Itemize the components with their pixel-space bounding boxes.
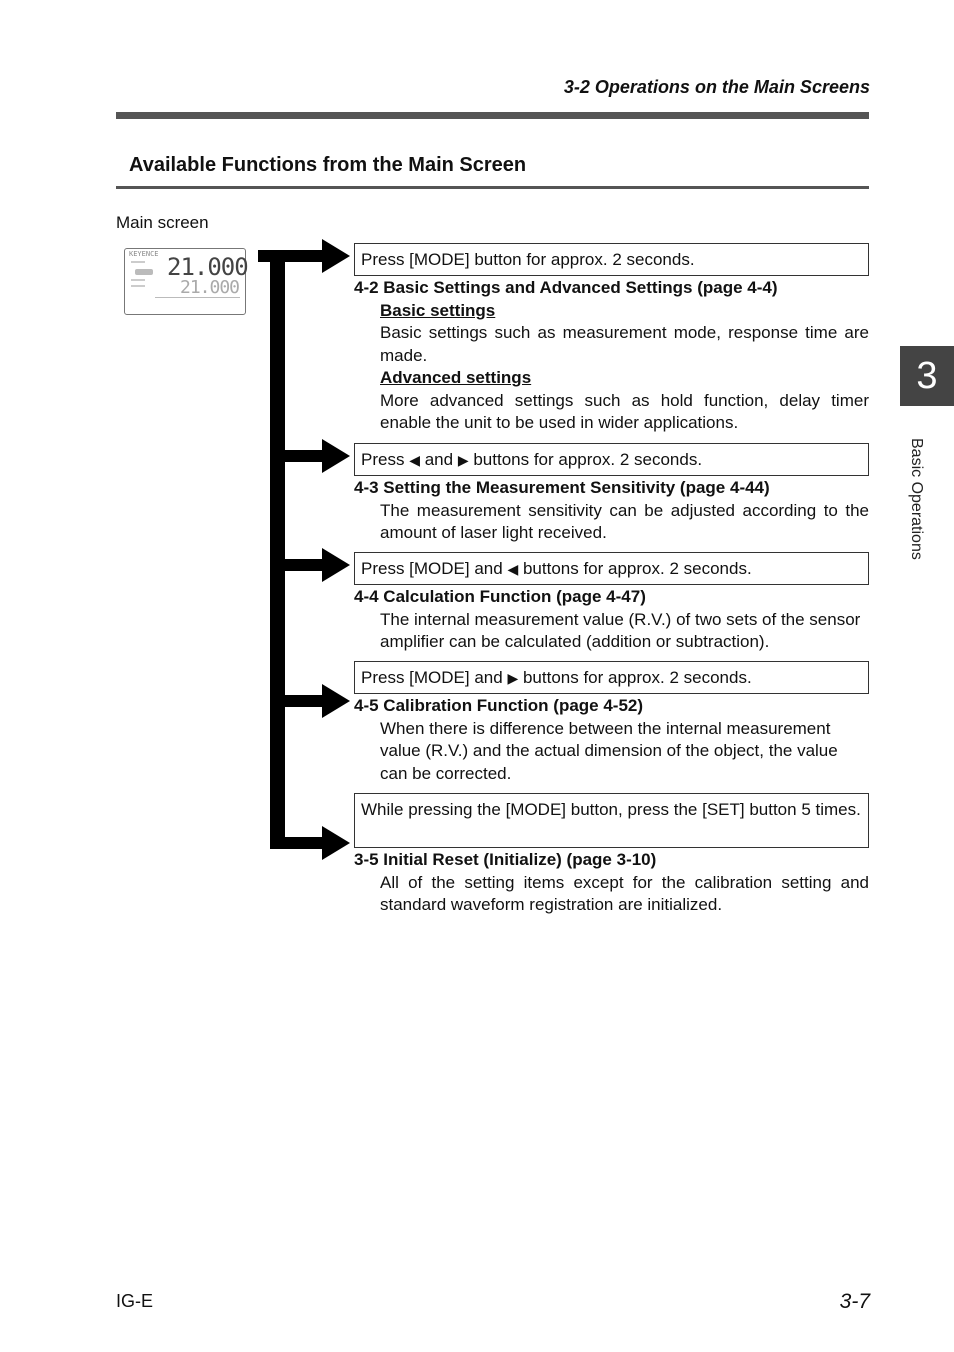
running-header: 3-2 Operations on the Main Screens	[563, 77, 870, 97]
amplifier-display-illustration	[124, 248, 246, 315]
flow-arrow-3	[270, 548, 350, 582]
instruction-box-3	[354, 552, 869, 585]
entry-text: The measurement sensitivity can be adjusted according to the amount of laser light received.	[380, 500, 869, 542]
entry-heading: 4-2 Basic Settings and Advanced Settings (page 4-4)	[354, 278, 778, 297]
instruction-text: Press [MODE] and	[361, 559, 503, 578]
section-rule	[116, 186, 869, 189]
entry-measurement-sensitivity	[354, 477, 869, 545]
instruction-box-1	[354, 243, 869, 276]
instruction-text: While pressing the [MODE] button, press the [SET] button 5 times.	[361, 800, 861, 819]
section-title: Available Functions from the Main Screen	[129, 154, 527, 176]
header-rule	[116, 112, 869, 119]
left-arrow-button-icon: ◀	[507, 561, 519, 577]
left-arrow-button-icon: ◀	[409, 452, 420, 468]
flow-arrow-4	[270, 684, 350, 718]
device-footer	[155, 297, 240, 308]
entry-text: The internal measurement value (R.V.) of two sets of the sensor amplifier can be calculated (addition or subtraction).	[380, 609, 861, 651]
entry-basic-advanced-settings	[354, 277, 869, 435]
entry-initial-reset	[354, 849, 869, 917]
instruction-box-4	[354, 661, 869, 694]
instruction-box-2	[354, 443, 869, 476]
subheading-basic-settings: Basic settings	[380, 300, 496, 320]
subheading-advanced-settings: Advanced settings	[380, 368, 532, 387]
instruction-text: Press	[361, 450, 405, 469]
flow-arrow-1	[258, 239, 350, 273]
device-main-display: 21.000	[167, 253, 248, 281]
instruction-text: Press [MODE] button for approx. 2 seconds.	[361, 250, 695, 269]
entry-calibration-function	[354, 695, 869, 785]
right-arrow-button-icon: ▶	[507, 670, 519, 686]
entry-text: More advanced settings such as hold function, delay timer enable the unit to be used in wider applications.	[380, 390, 869, 432]
entry-calculation-function	[354, 586, 869, 654]
page-number: 3-7	[839, 1290, 870, 1313]
chapter-side-label: Basic Operations	[908, 438, 925, 560]
main-screen-label: Main screen	[116, 213, 209, 232]
instruction-text: and	[424, 450, 454, 469]
entry-text: When there is difference between the internal measurement value (R.V.) and the actual dimension of the object, the value can be corrected.	[380, 718, 838, 783]
entry-heading: 4-3 Setting the Measurement Sensitivity (page 4-44)	[354, 478, 770, 497]
instruction-text: Press [MODE] and	[361, 668, 503, 687]
entry-heading: 3-5 Initial Reset (Initialize) (page 3-10)	[354, 850, 657, 869]
entry-heading: 4-4 Calculation Function (page 4-47)	[354, 587, 646, 606]
entry-text: Basic settings such as measurement mode, response time are made.	[380, 323, 869, 365]
device-button	[135, 269, 153, 275]
entry-text: All of the setting items except for the calibration setting and standard waveform registration are initialized.	[380, 872, 869, 914]
flow-arrow-5	[270, 826, 350, 860]
right-arrow-button-icon: ▶	[457, 452, 469, 468]
chapter-tab: 3	[900, 346, 954, 406]
device-sub-display: 21.000	[180, 277, 240, 298]
flow-arrow-2	[270, 439, 350, 473]
instruction-text: buttons for approx. 2 seconds.	[522, 668, 752, 687]
instruction-box-5	[354, 793, 869, 848]
device-brand: KEYENCE	[129, 250, 159, 258]
footer-manual-code: IG-E	[116, 1291, 154, 1311]
instruction-text: buttons for approx. 2 seconds.	[522, 559, 752, 578]
instruction-text: buttons for approx. 2 seconds.	[473, 450, 703, 469]
entry-heading: 4-5 Calibration Function (page 4-52)	[354, 696, 644, 715]
